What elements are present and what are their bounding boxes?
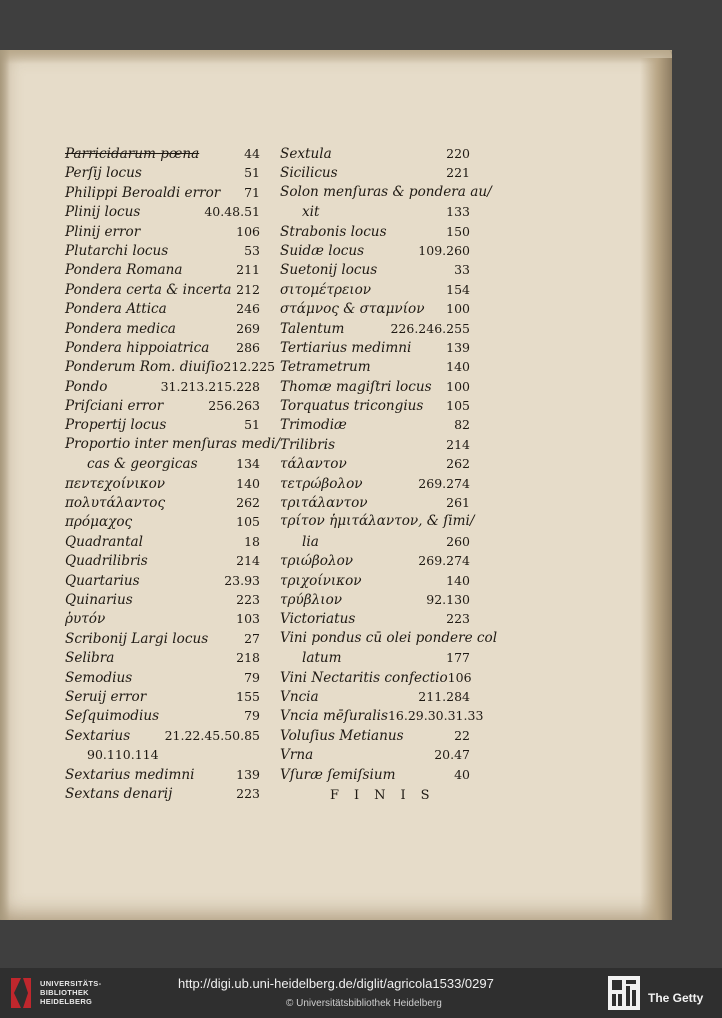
index-entry: [280, 765, 470, 784]
index-term: Trimodiæ: [280, 417, 347, 434]
index-term: τριχοίνικον: [280, 572, 362, 589]
index-term: Pondera Romana: [65, 262, 183, 279]
index-term: Seſquimodius: [65, 708, 160, 725]
index-pages: 105: [446, 398, 470, 414]
index-pages: 211: [236, 262, 260, 278]
index-entry: [280, 532, 470, 551]
index-pages: 51: [244, 417, 260, 433]
index-entry: [65, 338, 260, 357]
index-term: xit: [302, 204, 320, 221]
index-entry: [65, 493, 260, 512]
index-entry: [280, 144, 470, 163]
index-entry: [65, 144, 260, 163]
index-term: Sextula: [280, 146, 332, 162]
index-term: πολυτάλαντος: [65, 495, 166, 512]
index-entry: [280, 493, 470, 512]
index-term: Torquatus tricongius: [280, 398, 424, 415]
index-entry: [280, 377, 470, 396]
index-entry: [65, 163, 260, 182]
index-entry: [280, 338, 470, 357]
index-entry: [280, 706, 484, 725]
index-entry: [280, 241, 470, 260]
index-pages: 105: [236, 514, 260, 530]
index-entry: [65, 784, 260, 803]
index-entry: [280, 609, 470, 628]
index-pages: 27: [244, 630, 260, 646]
getty-logo-icon[interactable]: [608, 976, 640, 1010]
index-term: Plinij locus: [65, 204, 141, 221]
index-pages: 221: [446, 165, 470, 181]
index-pages: 212: [236, 281, 260, 297]
index-term: Seruij error: [65, 688, 147, 705]
index-term: Semodius: [65, 669, 133, 686]
index-term: Plinij error: [65, 223, 141, 240]
index-pages: 223: [446, 611, 470, 627]
index-entry: [65, 202, 260, 221]
index-term: Pondera medica: [65, 320, 176, 337]
index-entry: [280, 183, 492, 202]
index-pages: 262: [236, 495, 260, 511]
index-term: τριώβολον: [280, 553, 354, 570]
index-term: Suidæ locus: [280, 242, 365, 259]
index-entry: [280, 163, 470, 182]
index-term: Sextans denarij: [65, 785, 173, 802]
index-entry: [65, 260, 260, 279]
index-pages: 109.260: [418, 242, 470, 258]
index-pages: 226.246.255: [390, 320, 470, 336]
index-term: lia: [302, 533, 319, 550]
index-pages: 269.274: [418, 553, 470, 569]
copyright-notice: © Universitätsbibliothek Heidelberg: [286, 998, 442, 1009]
index-entry: [280, 299, 470, 318]
index-term: πρόμαχος: [65, 514, 133, 531]
index-entry: [280, 512, 475, 531]
index-term: Sextarius medimni: [65, 766, 195, 783]
index-pages: 218: [236, 650, 260, 666]
index-pages: 71: [244, 184, 260, 200]
index-term: Solon menſuras & pondera au/: [280, 183, 492, 200]
index-entry: [65, 319, 260, 338]
index-entry: [280, 474, 470, 493]
index-entry: [65, 745, 260, 764]
index-pages: 214: [236, 553, 260, 569]
index-pages: 214: [446, 436, 470, 452]
index-entry: [65, 299, 260, 318]
index-entry: [280, 687, 470, 706]
index-entry: [280, 202, 470, 221]
index-term: Quinarius: [65, 591, 133, 608]
index-term: Vrna: [280, 747, 314, 764]
index-pages: 269.274: [418, 475, 470, 491]
index-entry: [65, 357, 276, 376]
index-entry: [280, 629, 498, 648]
index-term: τρίτον ἡμιτάλαντον, & ſimi/: [280, 513, 475, 530]
index-entry: [65, 435, 280, 454]
index-pages: 100: [446, 378, 470, 394]
index-entry: [65, 415, 260, 434]
index-entry: [280, 590, 470, 609]
index-entry: [65, 648, 260, 667]
index-term: ῥυτόν: [65, 611, 106, 628]
index-entry: [65, 532, 260, 551]
index-term: Vncia mēſuralis: [280, 708, 388, 725]
index-entry: [65, 629, 260, 648]
index-pages: 139: [446, 339, 470, 355]
index-pages: 79: [244, 669, 260, 685]
index-pages: 140: [236, 475, 260, 491]
page-top-edge: [0, 50, 672, 64]
index-pages: 44: [244, 146, 260, 161]
index-pages: 256.263: [208, 398, 260, 414]
index-term: Pondera certa & incerta: [65, 281, 232, 298]
index-entry: [65, 454, 260, 473]
index-entry: [280, 319, 470, 338]
index-entry: [65, 183, 260, 202]
index-term: Priſciani error: [65, 398, 164, 415]
index-entry: [65, 377, 260, 396]
index-entry: [280, 222, 470, 241]
index-entry: [280, 551, 470, 570]
index-entry: [65, 590, 260, 609]
index-pages: 40: [454, 766, 470, 782]
index-entry: [65, 241, 260, 260]
index-pages: 286: [236, 339, 260, 355]
index-column-left: [65, 144, 280, 803]
library-name-line: BIBLIOTHEK: [40, 988, 89, 997]
page-right-edge: [640, 58, 672, 920]
finis-colophon: FINIS: [330, 788, 445, 803]
index-term: Tertiarius medimni: [280, 339, 412, 356]
index-pages: 177: [446, 650, 470, 666]
permalink-url[interactable]: http://digi.ub.uni-heidelberg.de/diglit/agricola1533/0297: [178, 976, 494, 991]
library-name: [40, 979, 101, 1006]
library-name-line: UNIVERSITÄTS-: [40, 979, 102, 988]
index-pages: 33: [454, 262, 470, 278]
index-term: Pondera Attica: [65, 301, 167, 318]
index-entry: [65, 668, 260, 687]
index-entry: [65, 687, 260, 706]
index-entry: [65, 765, 260, 784]
index-term: Quadrilibris: [65, 553, 148, 570]
index-pages: 246: [236, 301, 260, 317]
index-term: Vini Nectaritis confectio: [280, 669, 448, 686]
index-pages: 18: [244, 533, 260, 549]
index-pages: 140: [446, 359, 470, 375]
index-pages: 261: [446, 495, 470, 511]
index-entry: [65, 222, 260, 241]
index-entry: [280, 260, 470, 279]
getty-label: The Getty: [648, 991, 704, 1005]
index-entry: [65, 280, 260, 299]
index-term: Selibra: [65, 650, 115, 667]
index-entry: [280, 648, 470, 667]
index-pages: 92.130: [426, 591, 470, 607]
index-pages: 262: [446, 456, 470, 472]
index-term: Pondo: [65, 378, 108, 395]
page-left-edge: [0, 50, 10, 920]
index-pages: 103: [236, 611, 260, 627]
index-pages: 51: [244, 165, 260, 181]
index-pages: 23.93: [224, 572, 260, 588]
index-term: Trilibris: [280, 436, 336, 453]
index-pages: 134: [236, 456, 260, 472]
index-pages: 155: [236, 688, 260, 704]
index-term: Quadrantal: [65, 533, 143, 550]
index-term: τετρώβολον: [280, 475, 363, 492]
index-pages: 220: [446, 146, 470, 161]
index-pages: 79: [244, 708, 260, 724]
index-entry: [65, 474, 260, 493]
index-pages: 106: [447, 669, 472, 685]
index-term: τρύβλιον: [280, 591, 343, 608]
index-pages: 40.48.51: [204, 204, 260, 220]
index-entry: [65, 512, 260, 531]
index-entry: [65, 396, 260, 415]
index-entry: [280, 435, 470, 454]
index-term: Philippi Beroaldi error: [65, 184, 221, 201]
index-pages: 82: [454, 417, 470, 433]
index-pages: 53: [244, 242, 260, 258]
heidelberg-library-logo-icon[interactable]: [8, 976, 34, 1010]
index-term: Strabonis locus: [280, 223, 387, 240]
index-term: πεντεχοίνικον: [65, 475, 166, 492]
index-pages: 211.284: [418, 688, 470, 704]
index-term: Vini pondus cū olei pondere col: [280, 629, 498, 646]
index-entry: [65, 571, 260, 590]
index-entry: [65, 726, 260, 745]
index-term: Suetonij locus: [280, 262, 378, 279]
index-entry: [280, 396, 470, 415]
index-term: Pondera hippoiatrica: [65, 339, 210, 356]
index-term: Scribonij Largi locus: [65, 630, 209, 647]
index-term: τάλαντον: [280, 456, 347, 473]
index-entry: [65, 551, 260, 570]
index-entry: [280, 454, 470, 473]
index-entry: [280, 280, 470, 299]
index-term: Proportio inter menſuras medi/: [65, 435, 280, 452]
index-pages: 22: [454, 727, 470, 743]
index-entry: [280, 357, 470, 376]
index-term: Talentum: [280, 320, 345, 337]
index-pages: 20.47: [434, 747, 470, 763]
index-term: Tetrametrum: [280, 359, 371, 376]
index-term: Thomæ magiſtri locus: [280, 378, 432, 395]
index-entry: [65, 609, 260, 628]
index-entry: [280, 726, 470, 745]
index-pages: 16.29.30.31.33: [387, 708, 484, 724]
index-term: latum: [302, 650, 342, 667]
index-term: Propertij locus: [65, 417, 167, 434]
index-pages: 133: [446, 204, 470, 220]
index-term: στάμνος & σταμνίον: [280, 301, 425, 318]
index-term: Plutarchi locus: [65, 242, 169, 259]
index-term: σιτομέτρειον: [280, 281, 372, 298]
index-pages: 100: [446, 301, 470, 317]
index-entry: [280, 745, 470, 764]
index-term: Parricidarum pœna: [65, 146, 200, 162]
index-term: Sicilicus: [280, 165, 338, 182]
index-pages: 150: [446, 223, 470, 239]
index-column-right: [280, 144, 498, 784]
index-pages: 223: [236, 785, 260, 801]
index-term: 90.110.114: [87, 747, 159, 763]
index-pages: 260: [446, 533, 470, 549]
library-name-line: HEIDELBERG: [40, 997, 93, 1006]
index-pages: 139: [236, 766, 260, 782]
index-pages: 21.22.45.50.85: [164, 727, 260, 743]
index-term: Ponderum Rom. diuiſio: [65, 359, 224, 376]
index-term: cas & georgicas: [87, 456, 198, 473]
index-term: Voluſius Metianus: [280, 727, 404, 744]
index-entry: [280, 415, 470, 434]
index-term: Vncia: [280, 688, 319, 705]
index-entry: [65, 706, 260, 725]
index-entry: [280, 668, 470, 687]
index-pages: 31.213.215.228: [160, 378, 260, 394]
index-pages: 212.225: [223, 359, 276, 375]
index-term: τριτάλαντον: [280, 495, 368, 512]
index-pages: 140: [446, 572, 470, 588]
index-pages: 269: [236, 320, 260, 336]
index-term: Vſuræ ſemiſsium: [280, 766, 396, 783]
index-pages: 106: [236, 223, 260, 239]
index-term: Sextarius: [65, 727, 131, 744]
index-pages: 154: [446, 281, 470, 297]
index-entry: [280, 571, 470, 590]
index-term: Victoriatus: [280, 611, 356, 628]
index-term: Perſij locus: [65, 165, 142, 182]
index-term: Quartarius: [65, 572, 140, 589]
index-pages: 223: [236, 591, 260, 607]
